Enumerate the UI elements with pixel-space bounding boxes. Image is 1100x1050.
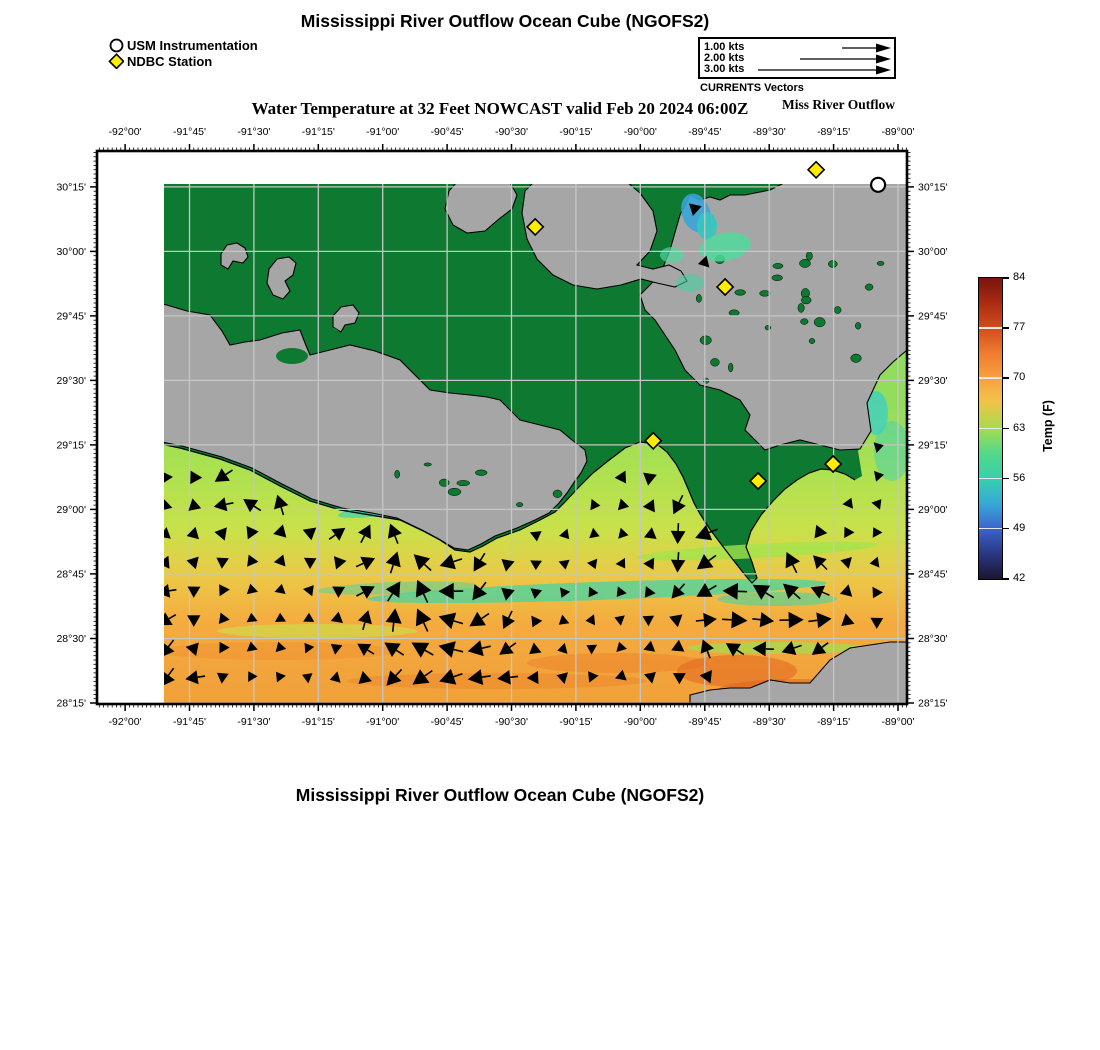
diamond-marker-icon	[108, 53, 124, 69]
svg-text:29°15': 29°15'	[918, 439, 948, 452]
circle-marker-icon	[108, 37, 124, 53]
svg-text:-89°45': -89°45'	[688, 716, 722, 728]
svg-text:-90°15': -90°15'	[559, 126, 593, 138]
colorbar-axis-label: Temp (F)	[1041, 400, 1055, 452]
svg-text:-90°00': -90°00'	[623, 126, 657, 138]
colorbar-gridline	[979, 377, 1002, 379]
svg-text:-89°15': -89°15'	[817, 126, 851, 138]
legend-label-usm: USM Instrumentation	[127, 37, 258, 53]
svg-text:29°30': 29°30'	[918, 374, 948, 387]
svg-text:29°45': 29°45'	[56, 310, 86, 323]
svg-text:-92°00': -92°00'	[108, 716, 142, 728]
colorbar-tick-label: 77	[1013, 321, 1026, 334]
colorbar-tick	[1002, 377, 1009, 379]
svg-text:-91°00': -91°00'	[366, 126, 400, 138]
svg-text:-91°45': -91°45'	[172, 126, 207, 138]
svg-text:30°15': 30°15'	[918, 181, 948, 194]
station-marker-usm	[871, 178, 885, 192]
colorbar-tick	[1002, 478, 1009, 480]
svg-text:-91°15': -91°15'	[301, 126, 335, 138]
svg-text:-89°30': -89°30'	[752, 716, 786, 728]
legend-item-ndbc	[108, 53, 212, 69]
map-layers	[97, 151, 910, 704]
colorbar-tick	[1002, 277, 1009, 279]
vector-legend-label-1: 1.00 kts	[704, 41, 745, 53]
svg-text:28°30': 28°30'	[918, 633, 948, 645]
svg-text:29°45': 29°45'	[918, 310, 948, 323]
colorbar-gridline	[979, 528, 1002, 530]
svg-text:30°00': 30°00'	[56, 245, 86, 258]
figure-bottom-title: Mississippi River Outflow Ocean Cube (NGOFS2)	[295, 785, 705, 805]
svg-text:-91°15': -91°15'	[301, 716, 335, 728]
svg-text:-90°30': -90°30'	[494, 126, 529, 138]
colorbar-gridline	[979, 428, 1002, 430]
vector-legend-label-3: 3.00 kts	[704, 63, 745, 75]
colorbar-tick-label: 84	[1013, 271, 1026, 283]
svg-text:-91°30': -91°30'	[237, 126, 271, 138]
currents-vector-legend-box	[698, 37, 896, 79]
svg-text:28°15': 28°15'	[918, 697, 948, 710]
svg-text:30°15': 30°15'	[56, 181, 86, 194]
svg-text:29°00': 29°00'	[918, 503, 948, 516]
legend-label-ndbc: NDBC Station	[127, 53, 213, 69]
svg-text:-90°45': -90°45'	[430, 716, 464, 728]
colorbar-tick	[1002, 327, 1009, 329]
colorbar-tick	[1002, 578, 1009, 580]
svg-text:-89°30': -89°30'	[752, 126, 786, 138]
station-marker-ndbc	[808, 162, 824, 178]
colorbar	[978, 277, 1003, 580]
colorbar-tick-label: 49	[1013, 521, 1026, 534]
svg-text:-89°45': -89°45'	[688, 126, 722, 138]
svg-text:29°15': 29°15'	[56, 439, 86, 452]
svg-text:-89°00': -89°00'	[881, 126, 915, 138]
legend-item-usm	[108, 37, 258, 53]
svg-text:-90°30': -90°30'	[494, 716, 529, 728]
colorbar-tick-label: 70	[1013, 371, 1026, 384]
colorbar-gridline	[979, 478, 1002, 480]
colorbar-tick-label: 56	[1013, 471, 1026, 484]
svg-text:-91°00': -91°00'	[366, 716, 400, 728]
miss-river-outflow-annotation: Miss River Outflow	[782, 97, 895, 112]
map-plot	[30, 118, 980, 730]
svg-text:-89°15': -89°15'	[817, 716, 851, 728]
svg-text:-90°45': -90°45'	[430, 126, 464, 138]
colorbar-tick	[1002, 428, 1009, 430]
svg-text:28°30': 28°30'	[56, 633, 86, 645]
vector-legend-label-2: 2.00 kts	[704, 52, 745, 64]
svg-text:-91°30': -91°30'	[237, 716, 271, 728]
colorbar-tick-label: 42	[1013, 572, 1026, 584]
colorbar-tick-label: 63	[1013, 421, 1026, 434]
svg-text:29°30': 29°30'	[56, 374, 86, 387]
svg-text:28°45': 28°45'	[918, 568, 948, 581]
svg-text:28°15': 28°15'	[56, 697, 86, 710]
colorbar-tick	[1002, 528, 1009, 530]
plot-subtitle: Water Temperature at 32 Feet NOWCAST valid Feb 20 2024 06:00Z	[251, 99, 749, 118]
vector-legend-arrows	[700, 39, 894, 77]
svg-text:-90°15': -90°15'	[559, 716, 593, 728]
svg-text:30°00': 30°00'	[918, 245, 948, 258]
figure-title: Mississippi River Outflow Ocean Cube (NGOFS2)	[300, 11, 710, 31]
svg-text:29°00': 29°00'	[56, 503, 86, 516]
svg-text:28°45': 28°45'	[56, 568, 86, 581]
svg-text:-89°00': -89°00'	[881, 716, 915, 728]
svg-text:-91°45': -91°45'	[172, 716, 207, 728]
currents-vector-caption: CURRENTS Vectors	[700, 82, 804, 94]
svg-text:-92°00': -92°00'	[108, 126, 142, 138]
colorbar-gridline	[979, 327, 1002, 329]
svg-text:-90°00': -90°00'	[623, 716, 657, 728]
